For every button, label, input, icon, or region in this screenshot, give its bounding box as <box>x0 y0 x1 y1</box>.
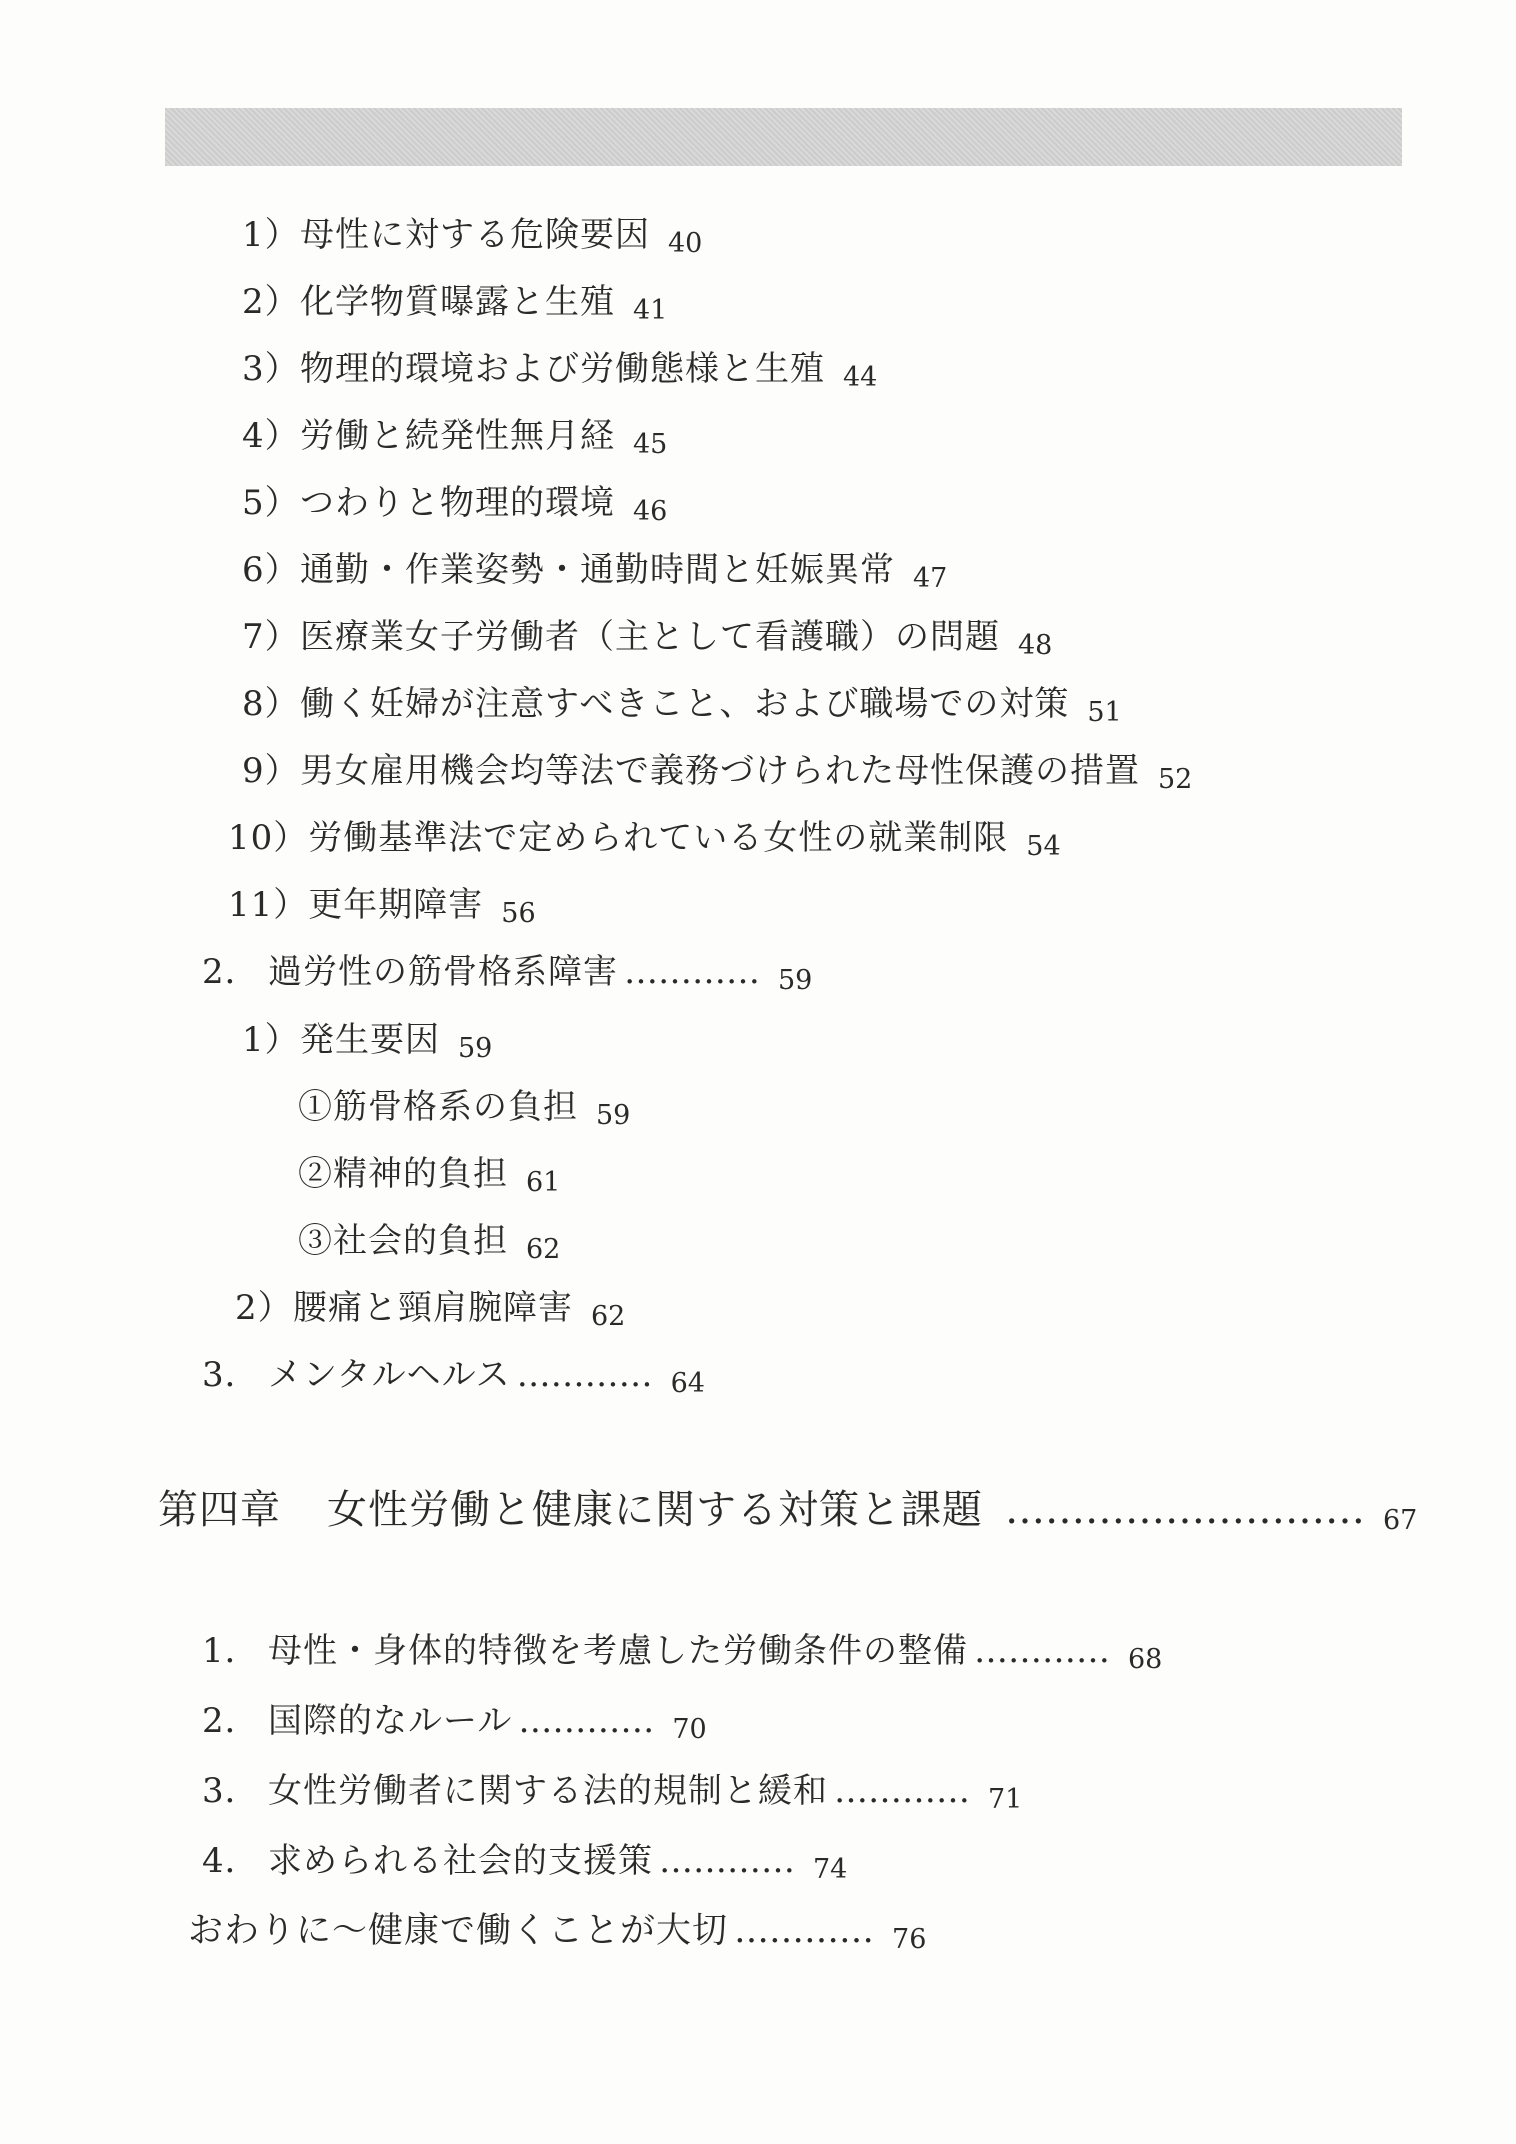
page-number: 70 <box>672 1714 707 1745</box>
page-number: 62 <box>591 1301 626 1332</box>
page-number: 40 <box>668 228 703 259</box>
closing-title: おわりに～健康で働くことが大切 <box>188 1911 729 1951</box>
toc-entry[interactable] <box>242 282 668 326</box>
page-number: 61 <box>526 1167 561 1198</box>
closing-entry[interactable] <box>188 1911 927 1955</box>
section-title: メンタルヘルス <box>268 1355 511 1395</box>
toc-entry[interactable] <box>242 349 878 393</box>
toc-entry[interactable] <box>242 684 1122 728</box>
dot-leader: ………… <box>974 1631 1110 1671</box>
entry-number: 2） <box>242 282 300 322</box>
toc-entry[interactable] <box>228 885 536 929</box>
entry-title: 男女雇用機会均等法で義務づけられた母性保護の措置 <box>300 751 1140 791</box>
entry-title: ②精神的負担 <box>298 1154 508 1194</box>
toc-entry[interactable] <box>242 617 1053 661</box>
dot-leader: ………… <box>659 1841 795 1881</box>
toc-entry[interactable] <box>228 818 1061 862</box>
page-number: 62 <box>526 1234 561 1265</box>
section-title: 国際的なルール <box>268 1701 513 1741</box>
page-number: 56 <box>501 898 536 929</box>
page-number: 44 <box>843 362 878 393</box>
toc-section[interactable] <box>202 1771 1023 1815</box>
toc-entry[interactable] <box>242 751 1193 795</box>
page-number: 41 <box>633 295 668 326</box>
entry-title: 腰痛と頸肩腕障害 <box>293 1288 573 1328</box>
page-number: 67 <box>1383 1505 1418 1536</box>
entry-number: 1） <box>242 215 300 255</box>
entry-number: 1） <box>242 1020 300 1060</box>
entry-title: 発生要因 <box>300 1020 440 1060</box>
section-title: 求められる社会的支援策 <box>268 1841 653 1881</box>
entry-number: 2） <box>235 1288 293 1328</box>
chapter-number: 第四章 <box>158 1487 281 1533</box>
page-number: 74 <box>813 1854 848 1885</box>
section-number: 4． <box>202 1841 260 1881</box>
entry-title: 医療業女子労働者（主として看護職）の問題 <box>300 617 1000 657</box>
dot-leader: ………… <box>516 1355 653 1395</box>
entry-title: 更年期障害 <box>308 885 484 925</box>
entry-title: ①筋骨格系の負担 <box>298 1087 578 1127</box>
page-number: 64 <box>670 1368 705 1399</box>
dot-leader: ………… <box>734 1911 875 1951</box>
entry-title: 労働基準法で定められている女性の就業制限 <box>308 818 1009 858</box>
toc-entry[interactable] <box>242 550 948 594</box>
entry-number: 4） <box>242 416 300 456</box>
entry-number: 6） <box>242 550 300 590</box>
toc-subentry[interactable] <box>298 1221 561 1265</box>
section-title: 過労性の筋骨格系障害 <box>268 952 618 992</box>
entry-number: 7） <box>242 617 300 657</box>
entry-title: 労働と続発性無月経 <box>300 416 615 456</box>
page-number: 54 <box>1026 831 1061 862</box>
toc-section[interactable] <box>202 1631 1163 1675</box>
chapter-heading[interactable] <box>158 1487 1418 1536</box>
page-number: 59 <box>458 1033 493 1064</box>
toc-section[interactable] <box>202 1841 848 1885</box>
page-number: 52 <box>1158 764 1193 795</box>
entry-number: 8） <box>242 684 300 724</box>
dot-leader: ………… <box>624 952 760 992</box>
toc-entry[interactable] <box>242 416 668 460</box>
toc-section[interactable] <box>202 1355 705 1399</box>
dot-leader: ………… <box>834 1771 970 1811</box>
chapter-title: 女性労働と健康に関する対策と課題 <box>327 1487 983 1533</box>
toc-subentry[interactable] <box>298 1087 631 1131</box>
dot-leader: ……………………… <box>1005 1487 1365 1533</box>
entry-title: 物理的環境および労働態様と生殖 <box>300 349 825 389</box>
toc-section[interactable] <box>202 1701 707 1745</box>
section-number: 1． <box>202 1631 260 1671</box>
toc-entry[interactable] <box>235 1288 626 1332</box>
page-number: 47 <box>913 563 948 594</box>
section-title: 母性・身体的特徴を考慮した労働条件の整備 <box>268 1631 968 1671</box>
section-number: 2． <box>202 1701 260 1741</box>
toc-entry[interactable] <box>242 215 703 259</box>
entry-title: 通勤・作業姿勢・通勤時間と妊娠異常 <box>300 550 895 590</box>
page-number: 59 <box>778 965 813 996</box>
toc-subentry[interactable] <box>298 1154 561 1198</box>
page-number: 46 <box>633 496 668 527</box>
toc-entry[interactable] <box>242 1020 493 1064</box>
page-number: 59 <box>596 1100 631 1131</box>
entry-title: 化学物質曝露と生殖 <box>300 282 615 322</box>
section-number: 2． <box>202 952 260 992</box>
page-number: 45 <box>633 429 668 460</box>
entry-title: 母性に対する危険要因 <box>300 215 650 255</box>
entry-number: 11） <box>228 885 309 925</box>
entry-number: 10） <box>228 818 309 858</box>
entry-number: 3） <box>242 349 300 389</box>
page-number: 48 <box>1018 630 1053 661</box>
section-number: 3． <box>202 1355 260 1395</box>
page-number: 76 <box>892 1924 927 1955</box>
toc-section[interactable] <box>202 952 813 996</box>
toc-entry[interactable] <box>242 483 668 527</box>
entry-number: 5） <box>242 483 300 523</box>
section-number: 3． <box>202 1771 260 1811</box>
page-number: 71 <box>988 1784 1023 1815</box>
entry-number: 9） <box>242 751 300 791</box>
page-number: 51 <box>1087 697 1122 728</box>
dot-leader: ………… <box>518 1701 655 1741</box>
entry-title: ③社会的負担 <box>298 1221 508 1261</box>
entry-title: つわりと物理的環境 <box>300 483 615 523</box>
entry-title: 働く妊婦が注意すべきこと、および職場での対策 <box>300 684 1070 724</box>
section-title: 女性労働者に関する法的規制と緩和 <box>268 1771 828 1811</box>
page-number: 68 <box>1128 1644 1163 1675</box>
